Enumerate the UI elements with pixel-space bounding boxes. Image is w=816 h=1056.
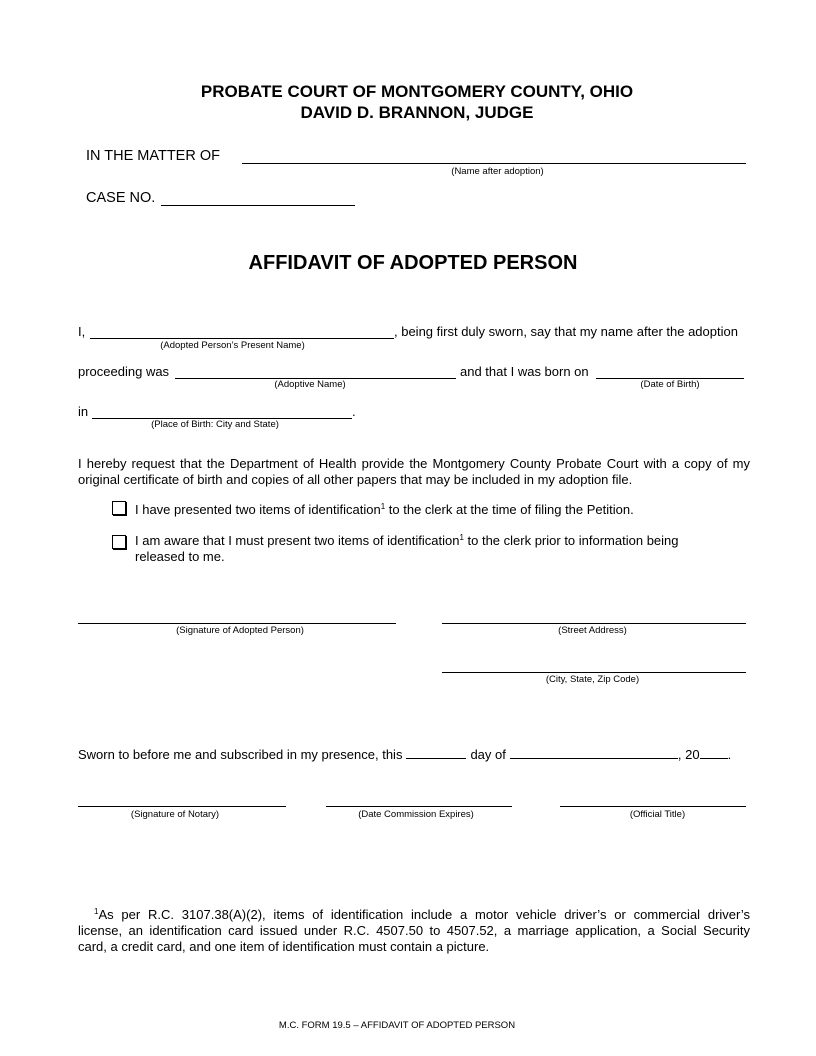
street-address-field[interactable]	[442, 623, 746, 624]
present-name-caption: (Adopted Person’s Present Name)	[160, 340, 305, 351]
adopted-signature-caption: (Signature of Adopted Person)	[176, 625, 304, 636]
matter-label: IN THE MATTER OF	[86, 148, 220, 164]
proceeding-prefix: proceeding was	[78, 364, 170, 379]
commission-expires-field[interactable]	[326, 806, 512, 807]
street-address-caption: (Street Address)	[558, 625, 627, 636]
checkbox-2-text-after: to the clerk prior to information being	[463, 533, 679, 548]
case-number-field[interactable]	[161, 205, 355, 206]
form-footer: M.C. FORM 19.5 – AFFIDAVIT OF ADOPTED PERSON	[278, 1020, 516, 1031]
notary-signature-caption: (Signature of Notary)	[130, 809, 220, 820]
page-title: AFFIDAVIT OF ADOPTED PERSON	[248, 252, 578, 274]
court-name: PROBATE COURT OF MONTGOMERY COUNTY, OHIO	[200, 82, 634, 101]
case-label: CASE NO.	[86, 190, 156, 206]
in-prefix: in	[78, 404, 89, 419]
footnote-ref: 1	[380, 502, 386, 511]
request-paragraph	[78, 456, 750, 488]
notary-signature-field[interactable]	[78, 806, 286, 807]
commission-expires-caption: (Date Commission Expires)	[358, 809, 474, 820]
checkbox-1-text: I have presented two items of identification	[135, 502, 381, 517]
sworn-text-3: , 20	[677, 747, 700, 762]
footnote-marker: 1	[94, 907, 99, 916]
footnote-line-3: card, a credit card, and one item of identification must contain a picture.	[78, 939, 490, 954]
footnote	[78, 907, 750, 955]
checkbox-2-text: I am aware that I must present two items of identification	[135, 533, 460, 548]
sworn-text-1: Sworn to before me and subscribed in my presence, this	[78, 747, 403, 762]
checkbox-presented-id[interactable]	[112, 501, 126, 515]
checkbox-2-text-line2: released to me.	[135, 549, 225, 564]
official-title-caption: (Official Title)	[629, 809, 686, 820]
sworn-text-4: .	[727, 747, 732, 762]
official-title-field[interactable]	[560, 806, 746, 807]
present-name-field[interactable]	[90, 338, 394, 339]
adopted-signature-field[interactable]	[78, 623, 396, 624]
footnote-text-1: As per R.C. 3107.38(A)(2), items of identification include a motor vehicle driver’s or commercial driver’s	[98, 907, 750, 922]
footnote-line-1	[78, 907, 750, 923]
city-state-zip-caption: (City, State, Zip Code)	[545, 674, 640, 685]
date-of-birth-caption: (Date of Birth)	[640, 379, 700, 390]
sworn-year-field[interactable]	[700, 747, 728, 759]
statement-sworn-text: , being first duly sworn, say that my name after the adoption	[394, 324, 738, 339]
checkbox-1-text-after: to the clerk at the time of filing the Petition.	[385, 502, 634, 517]
in-suffix: .	[352, 404, 356, 419]
statement-prefix: I,	[78, 324, 86, 339]
footnote-ref: 1	[459, 533, 464, 542]
sworn-statement	[78, 747, 731, 762]
adoptive-name-caption: (Adoptive Name)	[274, 379, 346, 390]
sworn-day-field[interactable]	[406, 747, 466, 759]
matter-name-caption: (Name after adoption)	[451, 166, 544, 177]
checkbox-aware-id-label	[135, 533, 679, 548]
checkbox-presented-id-label	[135, 502, 634, 517]
request-line-2: original certificate of birth and copies of all other papers that may be included in my adoption file.	[78, 472, 633, 487]
sworn-text-2: day of	[470, 747, 506, 762]
judge-name: DAVID D. BRANNON, JUDGE	[300, 103, 534, 122]
request-line-1: I hereby request that the Department of Health provide the Montgomery County Probate Court with a copy of my	[78, 456, 750, 471]
footnote-line-2: license, an identification card issued under R.C. 4507.50 to 4507.52, a marriage application, a Social Security	[78, 923, 750, 938]
sworn-month-field[interactable]	[510, 747, 678, 759]
city-state-zip-field[interactable]	[442, 672, 746, 673]
matter-name-field[interactable]	[242, 163, 746, 164]
checkbox-aware-id[interactable]	[112, 535, 126, 549]
born-text: and that I was born on	[460, 364, 589, 379]
place-of-birth-caption: (Place of Birth: City and State)	[151, 419, 279, 430]
